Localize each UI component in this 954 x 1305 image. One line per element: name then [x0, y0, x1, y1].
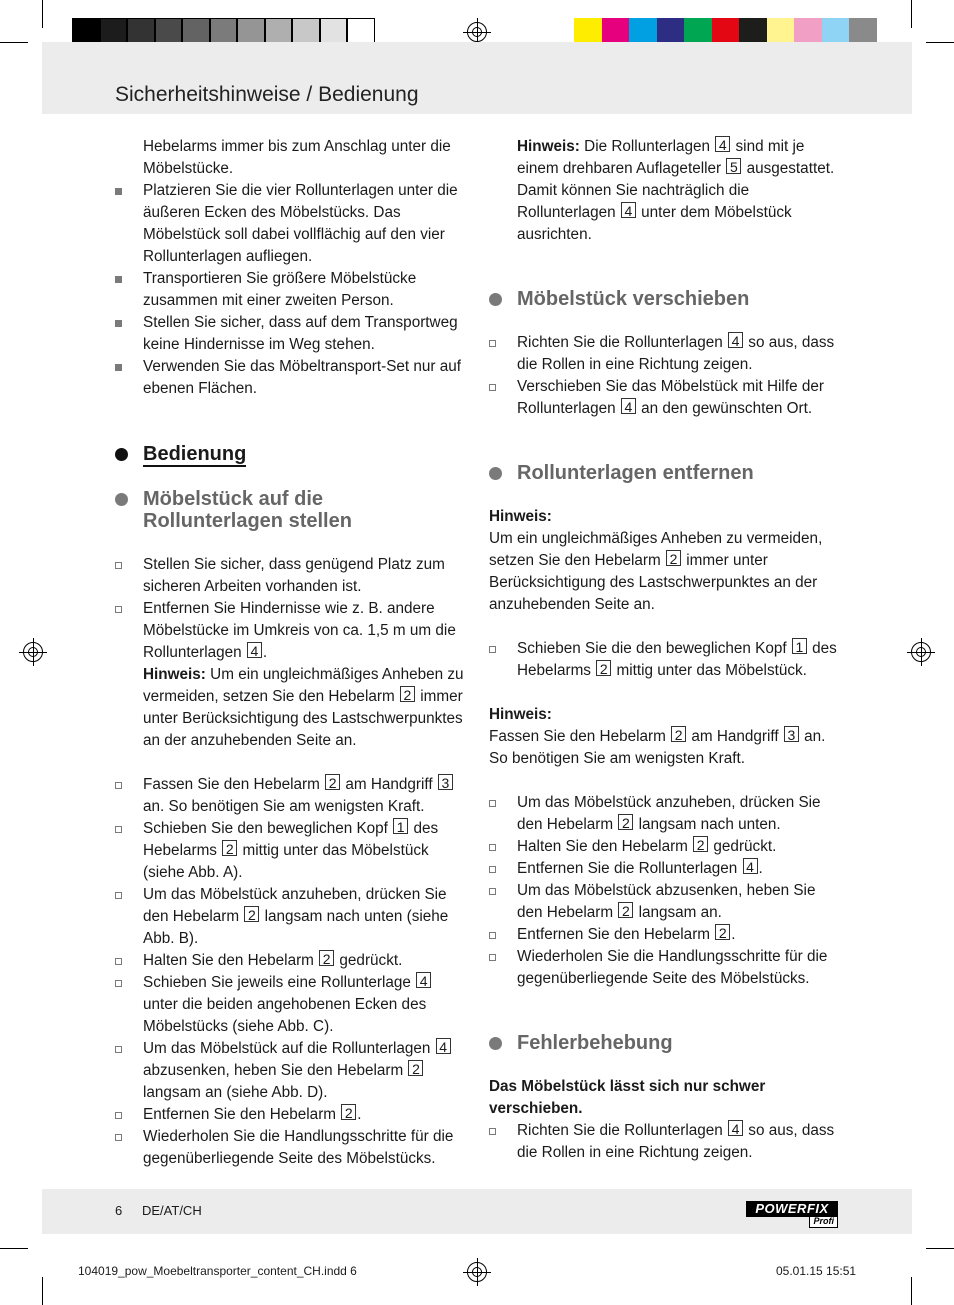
part-number: 4 — [621, 202, 636, 218]
file-slug: 104019_pow_Moebeltransporter_content_CH.indd 6 — [78, 1264, 357, 1278]
part-number: 2 — [319, 950, 334, 966]
brand-logo — [746, 1201, 838, 1226]
list-item: Entfernen Sie den Hebelarm 2 . — [489, 924, 841, 946]
part-number: 2 — [666, 550, 681, 566]
bullet-dot-icon — [115, 493, 128, 506]
checkbox-bullet-icon — [489, 1128, 496, 1135]
list-item: Wiederholen Sie die Handlungsschritte für die gegenüberliegende Seite des Möbelstücks. — [489, 946, 841, 990]
list-item: Verwenden Sie das Möbeltransport-Set nur auf ebenen Flächen. — [115, 356, 467, 400]
print-timestamp: 05.01.15 15:51 — [776, 1264, 857, 1278]
bullet-dot-icon — [489, 467, 502, 480]
part-number: 4 — [743, 858, 758, 874]
square-bullet-icon — [115, 276, 122, 283]
part-number: 1 — [792, 638, 807, 654]
note: Hinweis: Die Rollunterlagen 4 sind mit je einem drehbaren Auflageteller 5 ausgestattet. Damit können Sie nachträglich die Rollunterlagen 4 unter dem Möbelstück ausrichten. — [517, 137, 835, 243]
part-number: 2 — [618, 814, 633, 830]
paragraph: Hebelarms immer bis zum Anschlag unter die Möbelstücke. — [143, 138, 451, 177]
part-number: 4 — [728, 332, 743, 348]
note: Hinweis: Um ein ungleichmäßiges Anheben zu vermeiden, setzen Sie den Hebelarm 2 immer unter Berücksichtigung des Lastschwerpunktes an der anzuhebenden Seite an. — [143, 666, 464, 749]
part-number: 2 — [244, 906, 259, 922]
part-number: 2 — [715, 924, 730, 940]
bullet-dot-icon — [115, 448, 128, 461]
list-item: Fassen Sie den Hebelarm 2 am Handgriff 3 an. So benötigen Sie am wenigsten Kraft. — [115, 774, 467, 818]
checkbox-bullet-icon — [489, 866, 496, 873]
part-number: 4 — [715, 136, 730, 152]
part-number: 4 — [416, 972, 431, 988]
checkbox-bullet-icon — [489, 646, 496, 653]
bullet-dot-icon — [489, 293, 502, 306]
crop-mark — [0, 1248, 28, 1249]
subsection-heading: Möbelstück auf die Rollunterlagen stellen — [115, 488, 467, 532]
checkbox-bullet-icon — [489, 384, 496, 391]
checkbox-bullet-icon — [115, 1134, 122, 1141]
list-item: Stellen Sie sicher, dass genügend Platz zum sicheren Arbeiten vorhanden ist. — [115, 554, 467, 598]
square-bullet-icon — [115, 188, 122, 195]
registration-mark-icon — [467, 1262, 487, 1282]
list-item: Halten Sie den Hebelarm 2 gedrückt. — [489, 836, 841, 858]
part-number: 2 — [341, 1104, 356, 1120]
checkbox-bullet-icon — [489, 888, 496, 895]
crop-mark — [911, 1277, 912, 1305]
list-item: Schieben Sie jeweils eine Rollunterlage 4 unter die beiden angehobenen Ecken des Möbelstücks (siehe Abb. C). — [115, 972, 467, 1038]
part-number: 4 — [621, 398, 636, 414]
subsection-heading: Möbelstück verschieben — [489, 288, 841, 310]
list-item: Verschieben Sie das Möbelstück mit Hilfe der Rollunterlagen 4 an den gewünschten Ort. — [489, 376, 841, 420]
checkbox-bullet-icon — [115, 826, 122, 833]
checkbox-bullet-icon — [489, 954, 496, 961]
checkbox-bullet-icon — [115, 958, 122, 965]
part-number: 2 — [222, 840, 237, 856]
checkbox-bullet-icon — [489, 800, 496, 807]
part-number: 2 — [408, 1060, 423, 1076]
registration-mark-icon — [467, 22, 487, 42]
list-item: Entfernen Sie Hindernisse wie z. B. andere Möbelstücke im Umkreis von ca. 1,5 m um die Rollunterlagen 4 . — [115, 598, 467, 664]
list-item: Um das Möbelstück anzuheben, drücken Sie den Hebelarm 2 langsam nach unten. — [489, 792, 841, 836]
registration-mark-icon — [23, 642, 43, 662]
list-item: Entfernen Sie den Hebelarm 2 . — [115, 1104, 467, 1126]
note: Hinweis: Fassen Sie den Hebelarm 2 am Handgriff 3 an. So benötigen Sie am wenigsten Kraft. — [489, 706, 826, 767]
part-number: 5 — [726, 158, 741, 174]
crop-mark — [926, 1248, 954, 1249]
part-number: 3 — [784, 726, 799, 742]
list-item: Schieben Sie die den beweglichen Kopf 1 des Hebelarms 2 mittig unter das Möbelstück. — [489, 638, 841, 682]
list-item: Um das Möbelstück abzusenken, heben Sie den Hebelarm 2 langsam an. — [489, 880, 841, 924]
list-item: Um das Möbelstück anzuheben, drücken Sie den Hebelarm 2 langsam nach unten (siehe Abb. B). — [115, 884, 467, 950]
checkbox-bullet-icon — [489, 932, 496, 939]
part-number: 1 — [393, 818, 408, 834]
subsection-heading: Fehlerbehebung — [489, 1032, 841, 1054]
subsection-heading: Rollunterlagen entfernen — [489, 462, 841, 484]
page-number: 6 — [115, 1203, 123, 1218]
part-number: 2 — [596, 660, 611, 676]
problem-statement: Das Möbelstück lässt sich nur schwer verschieben. — [489, 1078, 766, 1117]
brand-sub: Profi — [809, 1216, 838, 1228]
crop-mark — [911, 0, 912, 28]
list-item: Entfernen Sie die Rollunterlagen 4 . — [489, 858, 841, 880]
bullet-dot-icon — [489, 1037, 502, 1050]
square-bullet-icon — [115, 364, 122, 371]
list-item: Stellen Sie sicher, dass auf dem Transportweg keine Hindernisse im Weg stehen. — [115, 312, 467, 356]
part-number: 2 — [400, 686, 415, 702]
crop-mark — [42, 0, 43, 28]
registration-mark-icon — [911, 642, 931, 662]
crop-mark — [926, 42, 954, 43]
part-number: 4 — [436, 1038, 451, 1054]
part-number: 3 — [438, 774, 453, 790]
checkbox-bullet-icon — [489, 340, 496, 347]
crop-mark — [0, 42, 28, 43]
checkbox-bullet-icon — [115, 1112, 122, 1119]
left-column — [115, 136, 467, 1170]
brand-name: POWERFIX — [746, 1201, 838, 1217]
part-number: 4 — [728, 1120, 743, 1136]
checkbox-bullet-icon — [115, 892, 122, 899]
page-title: Sicherheitshinweise / Bedienung — [115, 83, 419, 106]
list-item: Um das Möbelstück auf die Rollunterlagen 4 abzusenken, heben Sie den Hebelarm 2 langsam an (siehe Abb. D). — [115, 1038, 467, 1104]
checkbox-bullet-icon — [115, 606, 122, 613]
list-item: Richten Sie die Rollunterlagen 4 so aus, dass die Rollen in eine Richtung zeigen. — [489, 332, 841, 376]
list-item: Schieben Sie den beweglichen Kopf 1 des Hebelarms 2 mittig unter das Möbelstück (siehe Abb. A). — [115, 818, 467, 884]
note: Hinweis: Um ein ungleichmäßiges Anheben zu vermeiden, setzen Sie den Hebelarm 2 immer unter Berücksichtigung des Lastschwerpunktes an der anzuhebenden Seite an. — [489, 508, 823, 613]
crop-mark — [42, 1277, 43, 1305]
checkbox-bullet-icon — [115, 562, 122, 569]
list-item: Halten Sie den Hebelarm 2 gedrückt. — [115, 950, 467, 972]
part-number: 4 — [247, 642, 262, 658]
language-codes: DE/AT/CH — [142, 1203, 202, 1218]
list-item: Platzieren Sie die vier Rollunterlagen unter die äußeren Ecken des Möbelstücks. Das Möbelstück soll dabei vollflächig auf den vier Rollunterlagen aufliegen. — [115, 180, 467, 268]
list-item: Richten Sie die Rollunterlagen 4 so aus, dass die Rollen in eine Richtung zeigen. — [489, 1120, 841, 1164]
square-bullet-icon — [115, 320, 122, 327]
list-item: Transportieren Sie größere Möbelstücke zusammen mit einer zweiten Person. — [115, 268, 467, 312]
right-column — [489, 136, 841, 1164]
checkbox-bullet-icon — [489, 844, 496, 851]
checkbox-bullet-icon — [115, 1046, 122, 1053]
part-number: 2 — [671, 726, 686, 742]
part-number: 2 — [693, 836, 708, 852]
section-heading: Bedienung — [115, 442, 467, 466]
part-number: 2 — [325, 774, 340, 790]
part-number: 2 — [618, 902, 633, 918]
checkbox-bullet-icon — [115, 980, 122, 987]
list-item: Wiederholen Sie die Handlungsschritte für die gegenüberliegende Seite des Möbelstücks. — [115, 1126, 467, 1170]
checkbox-bullet-icon — [115, 782, 122, 789]
